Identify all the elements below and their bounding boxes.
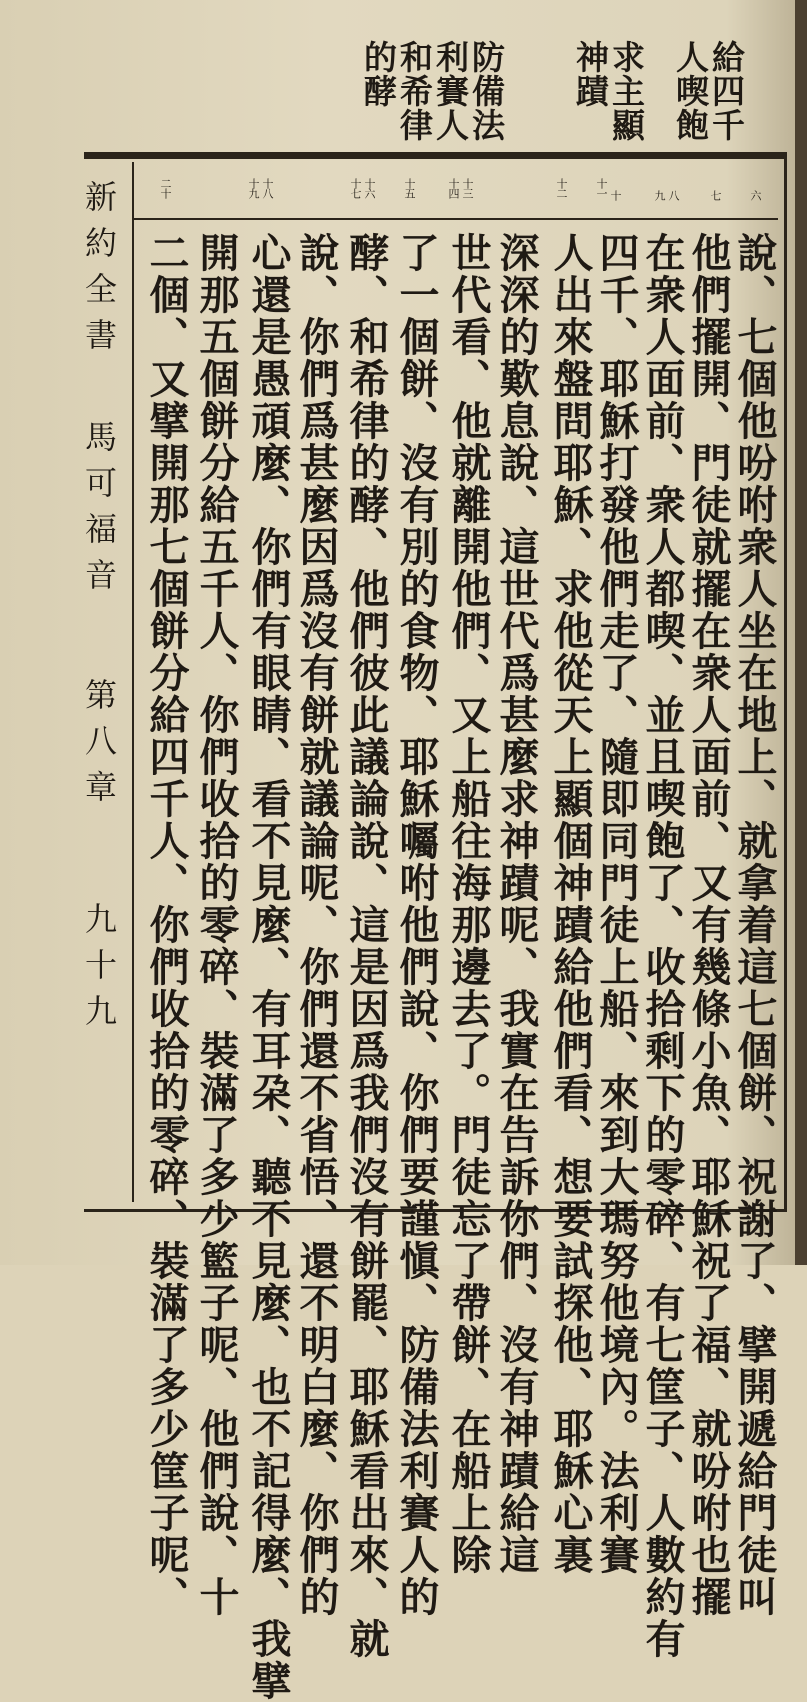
verse-number: 十四	[447, 178, 460, 198]
verse-number: 十六	[363, 178, 376, 198]
verse-number: 十五	[403, 178, 416, 198]
chapter-title: 第八章	[80, 678, 118, 816]
text-column: 心還是愚頑麼、你們有眼睛、看不見麼、有耳朶、聽不見麼、也不記得麼、我擘	[245, 232, 292, 1702]
heading-feeding-four-thousand: 給四千人喫飽	[671, 40, 746, 142]
gospel-title: 馬可福音	[80, 420, 118, 604]
verse-number: 十九	[247, 178, 260, 198]
text-column: 四千、耶穌打發他們走了、隨即同門徒上船、來到大瑪努他境內。法利賽	[593, 232, 640, 1576]
verse-number-strip-line	[132, 218, 778, 220]
heading-seek-sign: 求主顯神蹟	[571, 40, 646, 142]
verse-number: 六	[749, 190, 762, 200]
text-column: 世代看、他就離開他們、又上船往海那邊去了。門徒忘了帶餅、在船上除	[445, 232, 492, 1576]
text-column: 說、你們爲甚麼因爲沒有餅就議論呢、你們還不省悟、還不明白麼、你們的	[293, 232, 340, 1618]
page-edge	[795, 0, 807, 1265]
verse-number: 十八	[261, 178, 274, 198]
text-column: 在衆人面前、衆人都喫、並且喫飽了、收拾剩下的零碎、有七筐子、人數約有	[639, 232, 686, 1660]
text-column: 深深的歎息說、這世代爲甚麼求神蹟呢、我實在告訴你們、沒有神蹟給這	[493, 232, 540, 1576]
verse-number: 八	[667, 190, 680, 200]
verse-number: 二十	[159, 178, 172, 198]
text-column: 了一個餅、沒有別的食物、耶穌囑咐他們說、你們要謹愼、防備法利賽人的	[393, 232, 440, 1618]
text-column: 人出來盤問耶穌、求他從天上顯個神蹟給他們看、想要試探他、耶穌心裏	[547, 232, 594, 1576]
verse-number: 十	[609, 190, 622, 200]
verse-number: 十一	[595, 178, 608, 198]
verse-number: 七	[709, 190, 722, 200]
text-column: 說、七個他吩咐衆人坐在地上、就拿着這七個餅、祝謝了、擘開遞給門徒叫	[731, 232, 778, 1618]
verse-number: 十七	[349, 178, 362, 198]
verse-number: 十三	[461, 178, 474, 198]
text-column: 他們擺開、門徒就擺在衆人面前、又有幾條小魚、耶穌祝了福、就吩咐也擺	[685, 232, 732, 1618]
text-column: 酵、和希律的酵、他們彼此議論說、這是因爲我們沒有餅罷、耶穌看出來、就	[343, 232, 390, 1660]
book-title: 新約全書	[80, 180, 118, 364]
verse-number: 十二	[555, 178, 568, 198]
heading-leaven-warning: 防備法利賽人和希律的酵	[359, 40, 506, 142]
margin-divider	[132, 162, 134, 1202]
page-number: 九十九	[80, 902, 118, 1040]
text-column: 二個、又擘開那七個餅分給四千人、你們收拾的零碎、裝滿了多少筐子呢、	[143, 232, 190, 1618]
text-column: 開那五個餅分給五千人、你們收拾的零碎、裝滿了多少籃子呢、他們說、十	[193, 232, 240, 1618]
verse-number: 九	[653, 190, 666, 200]
